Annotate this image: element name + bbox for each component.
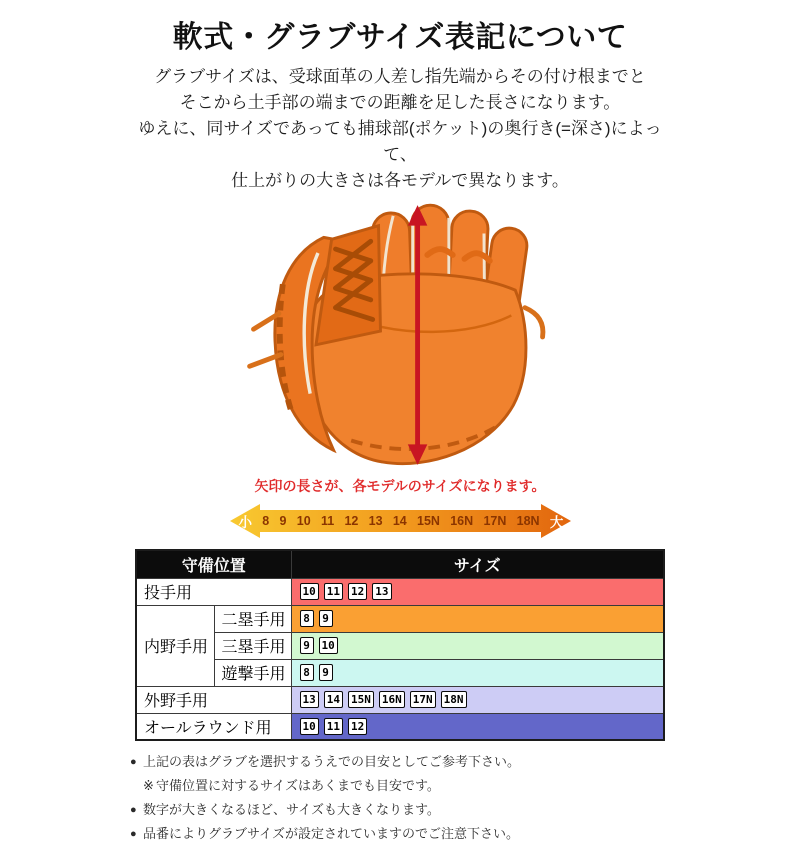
header-position: 守備位置 — [136, 550, 291, 578]
scale-label: 13 — [368, 514, 383, 528]
scale-label: 9 — [279, 514, 287, 528]
table-row — [136, 632, 664, 659]
intro-text — [130, 64, 670, 194]
content-column — [130, 0, 670, 846]
intro-line: そこから土手部の端までの距離を足した長さになります。 — [179, 93, 621, 112]
note-text: 品番によりグラブサイズが設定されていますのでご注意下さい。 — [143, 826, 519, 841]
size-chip: 9 — [319, 664, 333, 681]
scale-label: 10 — [296, 514, 311, 528]
size-chip: 8 — [300, 664, 314, 681]
scale-label: 8 — [262, 514, 270, 528]
table-row — [136, 578, 664, 605]
scale-label: 11 — [320, 514, 335, 528]
note-item — [130, 798, 670, 822]
header-size: サイズ — [291, 550, 664, 578]
size-chip: 8 — [300, 610, 314, 627]
scale-labels — [228, 502, 573, 540]
size-chip: 18N — [441, 691, 467, 708]
scale-label: 15N — [417, 514, 440, 528]
table-row — [136, 659, 664, 686]
row-label-pitcher: 投手用 — [136, 578, 291, 605]
scale-label: 12 — [344, 514, 359, 528]
row-sizes-second-base — [291, 605, 664, 632]
size-chip: 16N — [379, 691, 405, 708]
table-row — [136, 605, 664, 632]
arrow-caption: 矢印の長さが、各モデルのサイズになります。 — [254, 478, 546, 494]
row-group-infield: 内野手用 — [136, 605, 214, 686]
size-chip: 15N — [348, 691, 374, 708]
size-chip: 17N — [410, 691, 436, 708]
size-chip: 9 — [300, 637, 314, 654]
size-chip: 10 — [300, 583, 319, 600]
glove-illustration — [234, 198, 566, 474]
size-scale — [228, 502, 573, 540]
row-sizes-third-base — [291, 632, 664, 659]
table-row — [136, 686, 664, 713]
row-label-outfield: 外野手用 — [136, 686, 291, 713]
size-chip: 10 — [300, 718, 319, 735]
intro-line: 仕上がりの大きさは各モデルで異なります。 — [231, 171, 569, 190]
glove-figure — [130, 198, 670, 474]
row-sizes-pitcher — [291, 578, 664, 605]
row-sizes-shortstop — [291, 659, 664, 686]
row-sizes-outfield — [291, 686, 664, 713]
size-chip: 12 — [348, 583, 367, 600]
size-chip: 11 — [324, 583, 343, 600]
scale-label: 16N — [450, 514, 474, 528]
row-label-shortstop: 遊撃手用 — [214, 659, 291, 686]
scale-label: 18N — [516, 514, 540, 528]
table-row — [136, 713, 664, 740]
size-chip: 13 — [300, 691, 319, 708]
intro-line: グラブサイズは、受球面革の人差し指先端からその付け根までと — [154, 67, 646, 86]
row-label-second-base: 二塁手用 — [214, 605, 291, 632]
size-chip: 10 — [319, 637, 338, 654]
page-title: 軟式・グラブサイズ表記について — [172, 21, 628, 54]
footnotes — [130, 750, 670, 846]
scale-label: 14 — [392, 514, 407, 528]
table-header-row — [136, 550, 664, 578]
bullet-icon: ● — [130, 756, 137, 768]
size-chip: 14 — [324, 691, 343, 708]
size-table — [135, 549, 665, 741]
row-sizes-allround — [291, 713, 664, 740]
note-item — [143, 774, 670, 798]
bullet-icon: ● — [130, 804, 137, 816]
reference-mark-icon: ※ — [143, 778, 154, 793]
scale-label-large: 大 — [549, 515, 564, 530]
scale-label: 17N — [483, 514, 507, 528]
intro-line: ゆえに、同サイズであっても捕球部(ポケット)の奥行き(=深さ)によって、 — [138, 119, 662, 164]
size-chip: 12 — [348, 718, 367, 735]
note-text: 数字が大きくなるほど、サイズも大きくなります。 — [143, 802, 440, 817]
size-chip: 9 — [319, 610, 333, 627]
row-label-third-base: 三塁手用 — [214, 632, 291, 659]
note-text: 上記の表はグラブを選択するうえでの目安としてご参考下さい。 — [143, 754, 521, 769]
bullet-icon: ● — [130, 828, 137, 840]
note-item — [130, 750, 670, 774]
note-item — [130, 822, 670, 846]
note-text: 守備位置に対するサイズはあくまでも目安です。 — [156, 778, 440, 793]
row-label-allround: オールラウンド用 — [136, 713, 291, 740]
size-chip: 11 — [324, 718, 343, 735]
size-chip: 13 — [372, 583, 391, 600]
scale-label-small: 小 — [238, 515, 252, 530]
